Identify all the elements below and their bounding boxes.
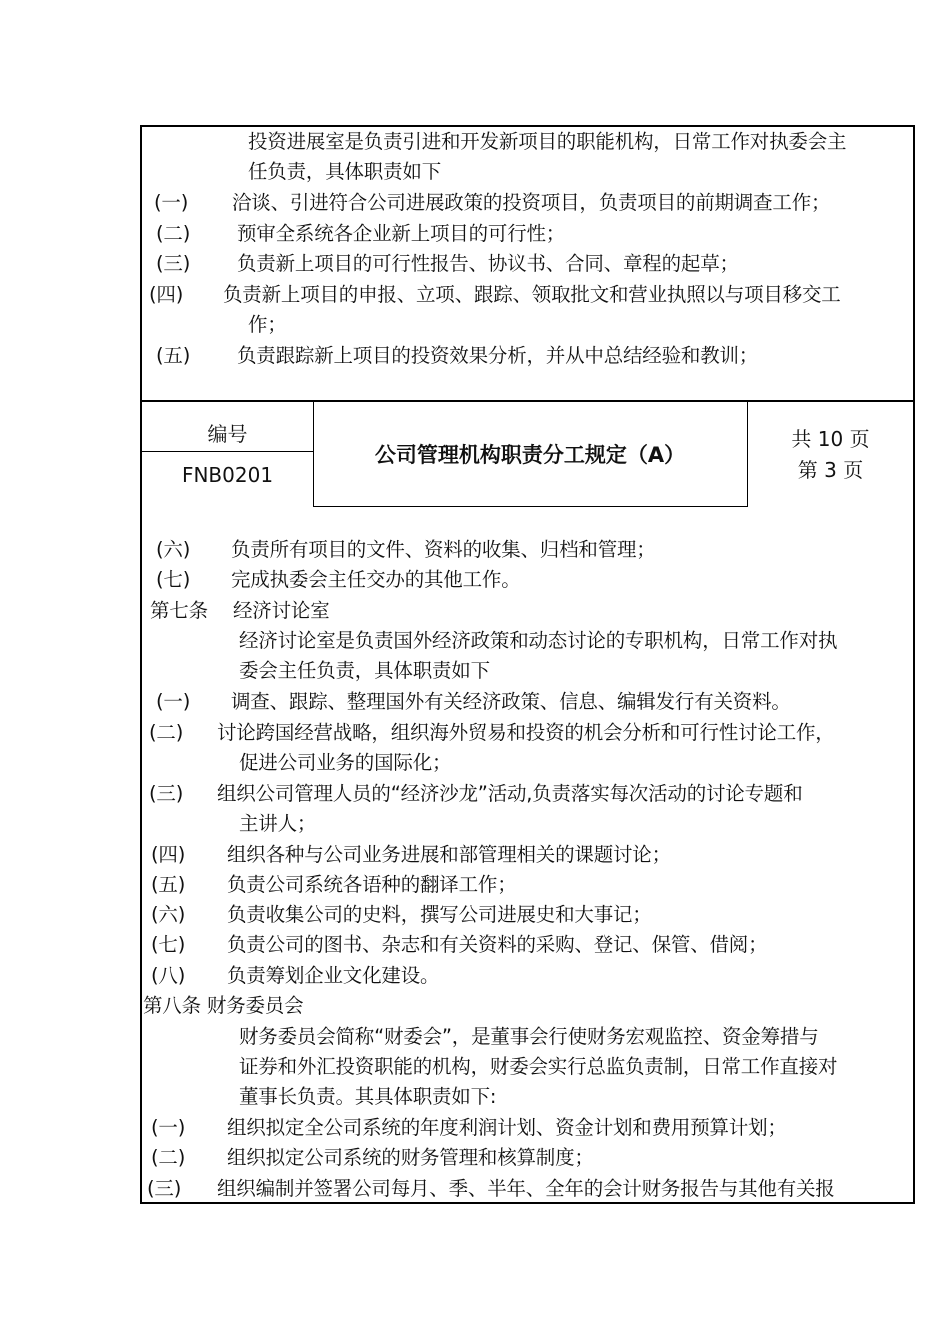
item-text: 洽谈、引进符合公司进展政策的投资项目，负责项目的前期调查工作； xyxy=(232,191,831,214)
item-text: 负责收集公司的史料，撰写公司进展史和大事记； xyxy=(227,903,652,926)
item-text: 组织拟定全公司系统的年度利润计划、资金计划和费用预算计划； xyxy=(227,1116,787,1139)
article-heading: 第八条 财务委员会 xyxy=(143,994,304,1017)
item-text: 负责所有项目的文件、资料的收集、归档和管理； xyxy=(231,538,656,561)
item-number: (二) xyxy=(149,721,184,744)
item-text: 负责新上项目的可行性报告、协议书、合同、章程的起草； xyxy=(237,252,739,275)
header-title-right-border xyxy=(747,401,748,507)
paragraph-line: 证券和外汇投资职能的机构，财委会实行总监负责制，日常工作直接对 xyxy=(239,1055,838,1078)
item-text-continued: 作； xyxy=(248,313,287,336)
article-heading-title: 经济讨论室 xyxy=(233,599,330,622)
item-number: (二) xyxy=(151,1146,186,1169)
item-text: 负责跟踪新上项目的投资效果分析，并从中总结经验和教训； xyxy=(237,344,759,367)
paragraph-line: 任负责，具体职责如下 xyxy=(248,160,442,183)
item-text: 组织编制并签署公司每月、季、半年、全年的会计财务报告与其他有关报 xyxy=(217,1177,835,1200)
item-number: (七) xyxy=(156,568,191,591)
item-text: 负责新上项目的申报、立项、跟踪、领取批文和营业执照以与项目移交工 xyxy=(223,283,841,306)
item-number: (三) xyxy=(156,252,191,275)
item-number: (八) xyxy=(151,964,186,987)
paragraph-line: 财务委员会简称“财委会”，是董事会行使财务宏观监控、资金筹措与 xyxy=(239,1025,819,1048)
item-number: (三) xyxy=(149,782,184,805)
item-number: (七) xyxy=(151,933,186,956)
code-label: 编号 xyxy=(207,422,248,446)
paragraph-line: 经济讨论室是负责国外经济政策和动态讨论的专职机构，日常工作对执 xyxy=(239,629,838,652)
item-number: (六) xyxy=(151,903,186,926)
current-page: 第 3 页 xyxy=(797,458,864,482)
code-value: FNB0201 xyxy=(181,463,274,487)
item-text: 完成执委会主任交办的其他工作。 xyxy=(231,568,521,591)
item-number: (一) xyxy=(154,191,189,214)
item-text: 组织各种与公司业务进展和部管理相关的课题讨论； xyxy=(227,843,671,866)
item-text: 预审全系统各企业新上项目的可行性； xyxy=(237,222,566,245)
item-number: (五) xyxy=(151,873,186,896)
paragraph-line: 董事长负责。其具体职责如下: xyxy=(239,1085,497,1108)
document-title: 公司管理机构职责分工规定（A） xyxy=(374,443,686,467)
item-number: (五) xyxy=(156,344,191,367)
item-number: (一) xyxy=(151,1116,186,1139)
item-number: (四) xyxy=(151,843,186,866)
paragraph-line: 投资进展室是负责引进和开发新项目的职能机构，日常工作对执委会主 xyxy=(248,130,847,153)
item-text: 负责公司的图书、杂志和有关资料的采购、登记、保管、借阅； xyxy=(227,933,768,956)
article-heading-number: 第七条 xyxy=(150,599,208,622)
table-border-left xyxy=(140,125,142,1204)
item-number: (六) xyxy=(156,538,191,561)
item-number: (三) xyxy=(147,1177,182,1200)
item-text: 讨论跨国经营战略，组织海外贸易和投资的机会分析和可行性讨论工作， xyxy=(217,721,835,744)
header-code-divider xyxy=(142,451,313,452)
table-border-right xyxy=(913,125,915,1204)
item-text: 组织公司管理人员的“经济沙龙”活动,负责落实每次活动的讨论专题和 xyxy=(217,782,803,805)
item-text: 调查、跟踪、整理国外有关经济政策、信息、编辑发行有关资料。 xyxy=(231,690,791,713)
total-pages: 共 10 页 xyxy=(791,427,870,451)
item-number: (一) xyxy=(156,690,191,713)
item-text: 负责公司系统各语种的翻译工作； xyxy=(227,873,517,896)
item-text: 组织拟定公司系统的财务管理和核算制度； xyxy=(227,1146,594,1169)
item-number: (二) xyxy=(156,222,191,245)
item-text-continued: 促进公司业务的国际化； xyxy=(239,751,452,774)
paragraph-line: 委会主任负责，具体职责如下 xyxy=(239,659,490,682)
item-number: (四) xyxy=(149,283,184,306)
item-text: 负责筹划企业文化建设。 xyxy=(227,964,440,987)
item-text-continued: 主讲人； xyxy=(239,812,317,835)
